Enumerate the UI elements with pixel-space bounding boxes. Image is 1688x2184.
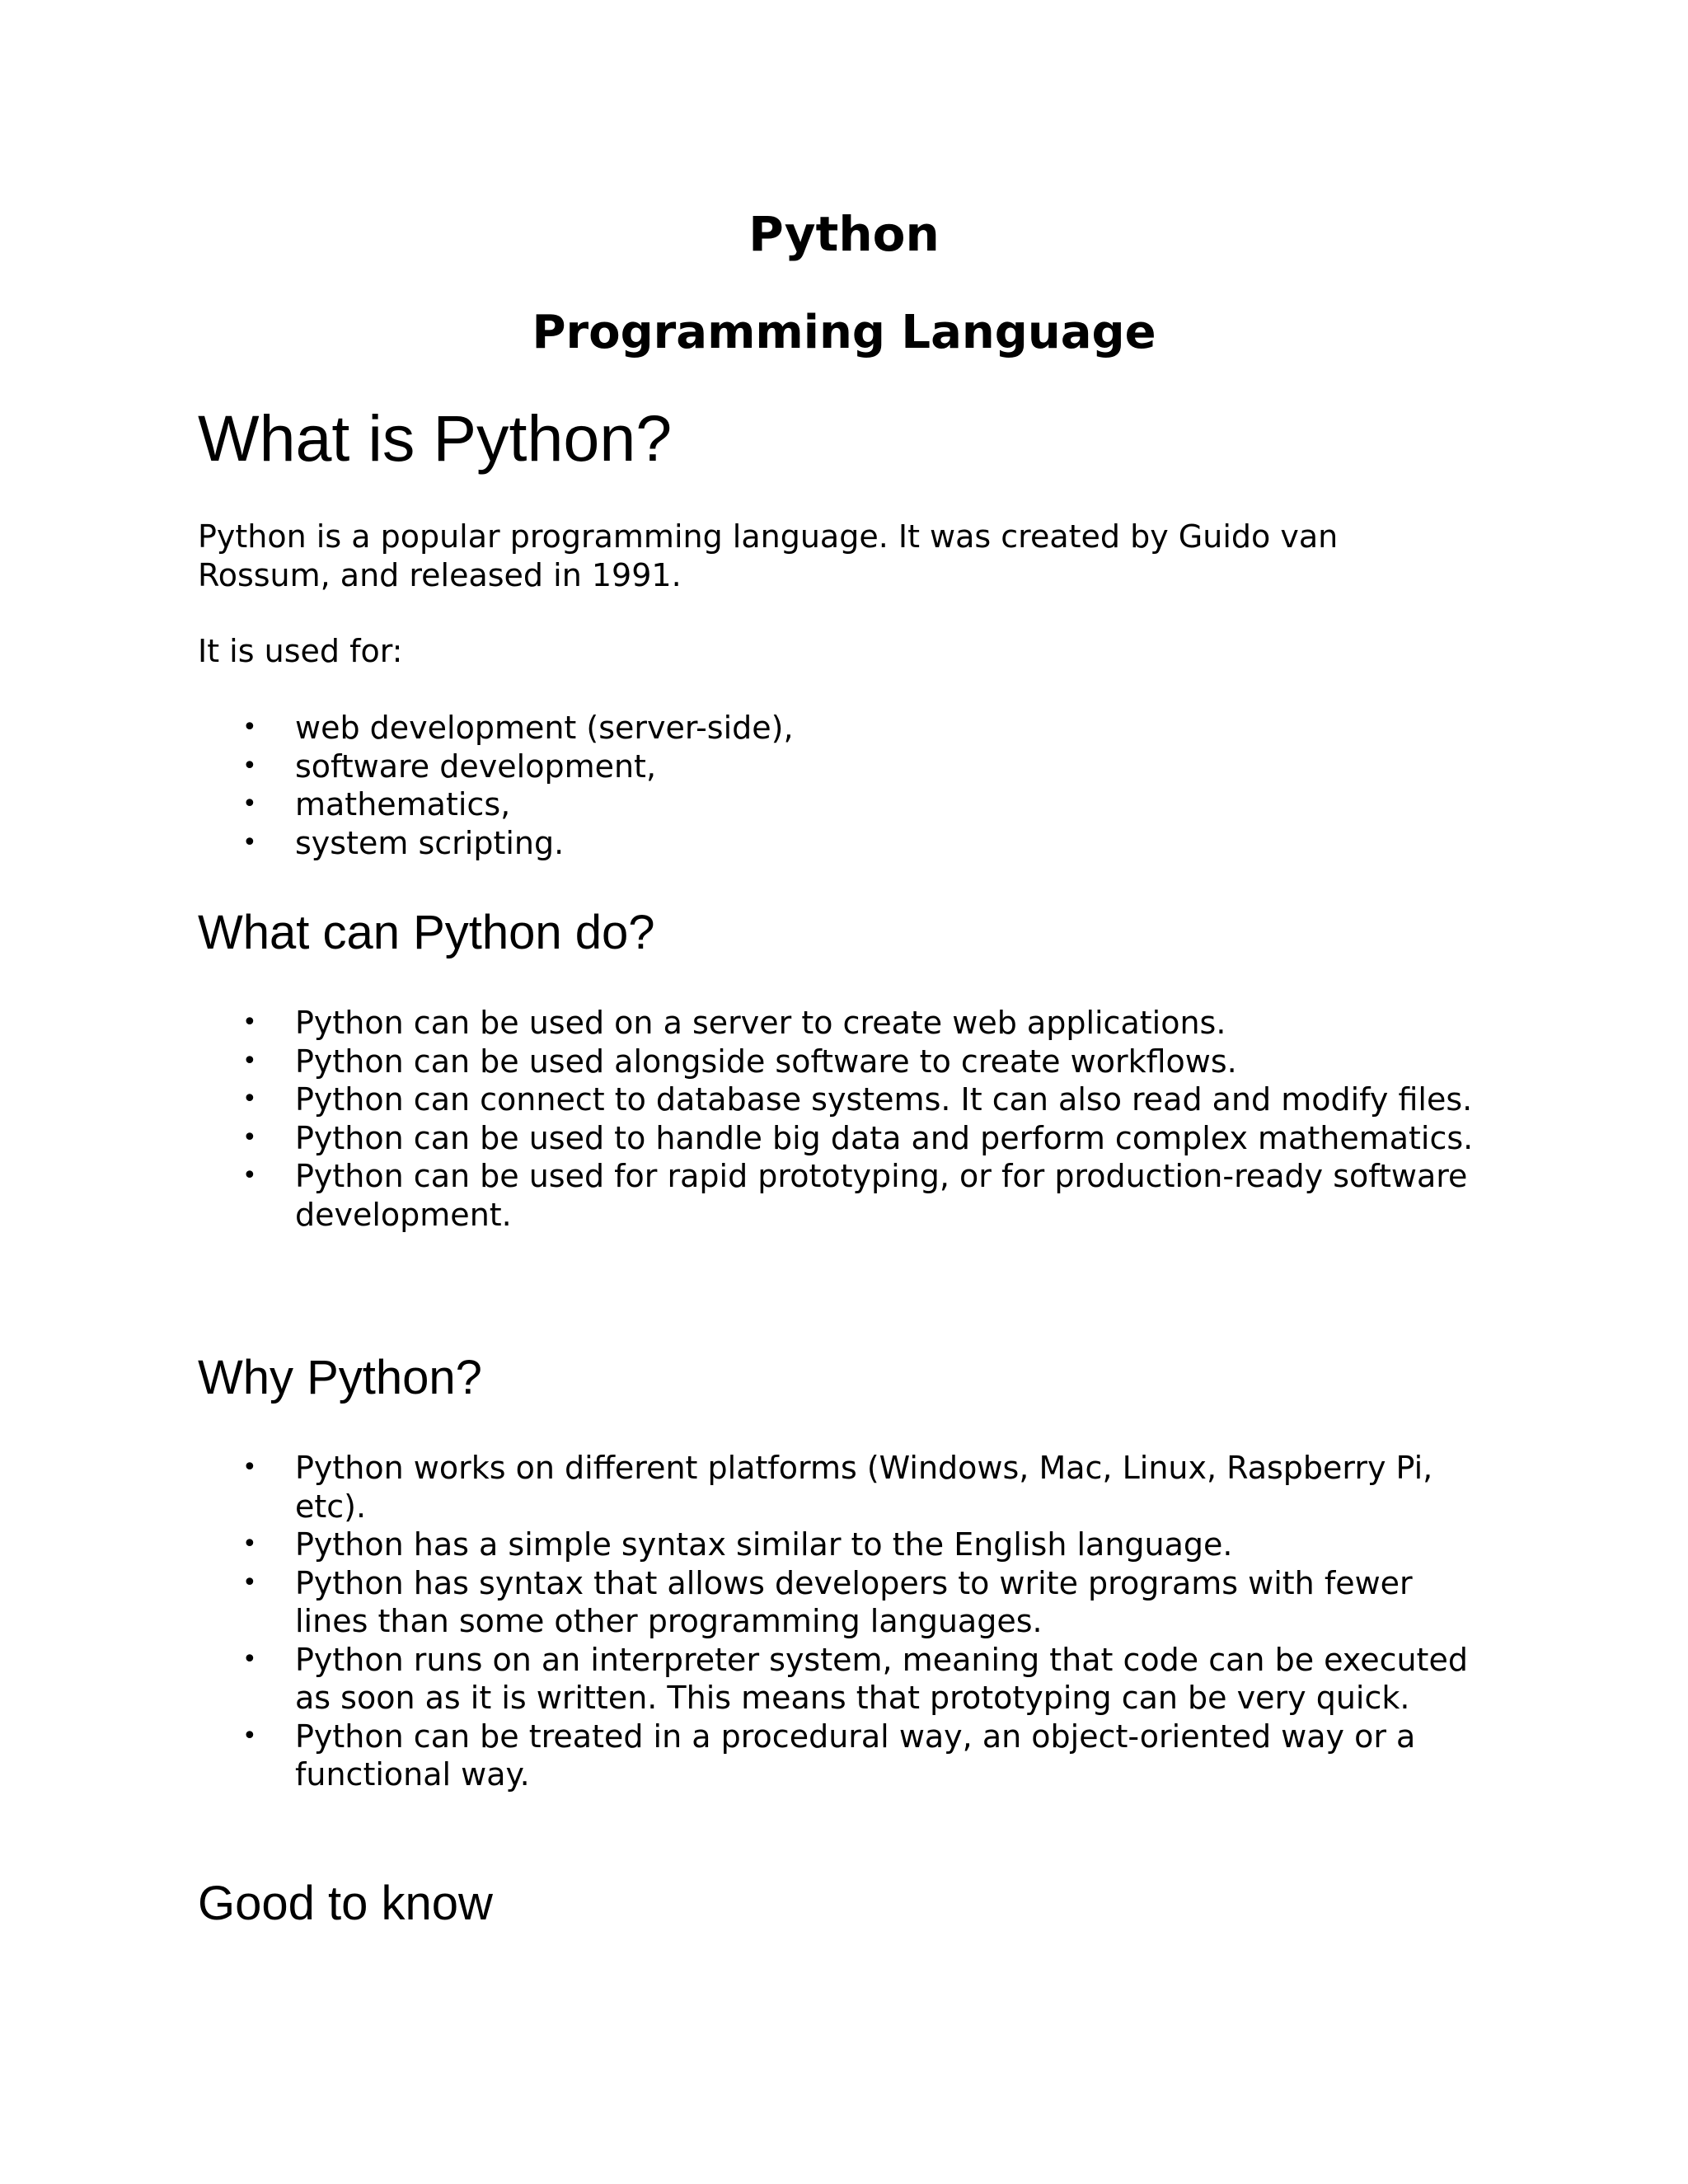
uses-list bbox=[198, 709, 1492, 862]
list-item: • Python can be used on a server to create web applications. bbox=[242, 1005, 1226, 1041]
section-heading-good-to-know: Good to know bbox=[198, 1877, 493, 1930]
intro-paragraph bbox=[198, 518, 1484, 594]
bullet-icon: • bbox=[242, 1046, 257, 1076]
list-item: • Python can be used to handle big data and perform complex mathematics. bbox=[242, 1119, 1474, 1156]
bullet-icon: • bbox=[242, 713, 257, 742]
intro-line-1: Python is a popular programming language. It was created by Guido van bbox=[198, 518, 1339, 555]
bullet-icon: • bbox=[242, 827, 257, 857]
section-heading-why-python: Why Python? bbox=[198, 1351, 482, 1404]
bullet-icon: • bbox=[242, 1161, 257, 1190]
bullet-icon: • bbox=[242, 1453, 257, 1482]
section-heading-what-can-python-do: What can Python do? bbox=[198, 906, 655, 959]
list-item: • Python can connect to database systems. It can also read and modify files. bbox=[242, 1081, 1473, 1118]
list-item: • Python runs on an interpreter system, meaning that code can be executed as soon as it is written. This means that prototyping can be very quick. bbox=[242, 1641, 1468, 1716]
document-subtitle: Programming Language bbox=[532, 306, 1156, 359]
capabilities-list bbox=[198, 1004, 1492, 1234]
list-item: • Python has syntax that allows developers to write programs with fewer lines than some other programming languages. bbox=[242, 1564, 1413, 1639]
bullet-icon: • bbox=[242, 790, 257, 818]
bullet-icon: • bbox=[242, 1568, 257, 1597]
document-title: Python bbox=[748, 206, 940, 262]
list-item: • Python has a simple syntax similar to the English language. bbox=[242, 1526, 1233, 1563]
list-item: • Python works on different platforms (Windows, Mac, Linux, Raspberry Pi, etc). bbox=[242, 1450, 1433, 1525]
bullet-icon: • bbox=[242, 1530, 257, 1558]
list-item: • Python can be treated in a procedural way, an object-oriented way or a functional way. bbox=[242, 1718, 1416, 1793]
bullet-icon: • bbox=[242, 751, 257, 780]
bullet-icon: • bbox=[242, 1122, 257, 1152]
used-for-label: It is used for: bbox=[198, 633, 403, 669]
bullet-icon: • bbox=[242, 1085, 257, 1113]
intro-line-2: Rossum, and released in 1991. bbox=[198, 556, 682, 593]
bullet-icon: • bbox=[242, 1721, 257, 1750]
list-item: • mathematics, bbox=[242, 786, 511, 823]
list-item: • web development (server-side), bbox=[242, 710, 794, 746]
section-heading-what-is-python: What is Python? bbox=[198, 401, 673, 475]
list-item: • Python can be used for rapid prototyping, or for production-ready software development. bbox=[242, 1158, 1468, 1233]
list-item: • software development, bbox=[242, 748, 657, 785]
bullet-icon: • bbox=[242, 1644, 257, 1674]
list-item: • system scripting. bbox=[242, 824, 565, 861]
why-python-list bbox=[198, 1449, 1492, 1794]
list-item: • Python can be used alongside software to create workflows. bbox=[242, 1043, 1237, 1080]
bullet-icon: • bbox=[242, 1008, 257, 1037]
